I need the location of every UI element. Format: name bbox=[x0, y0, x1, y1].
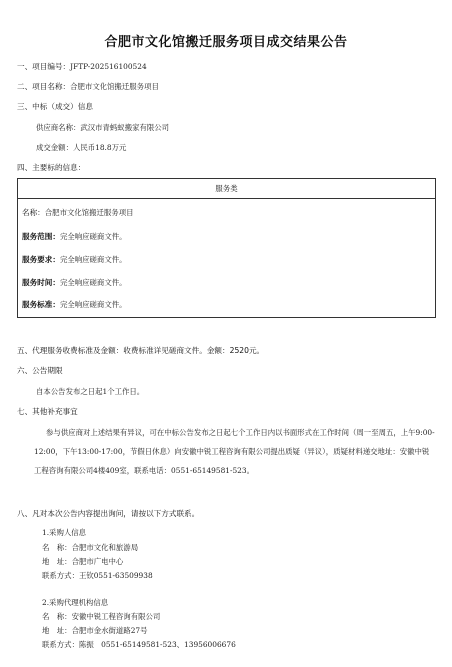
notice-period-text: 自本公告发布之日起1个工作日。 bbox=[36, 387, 145, 396]
buyer-name: 名 称：合肥市文化和旅游局 bbox=[42, 543, 139, 552]
table-row bbox=[22, 254, 127, 265]
table-row bbox=[22, 277, 127, 288]
row-label: 服务范围： bbox=[22, 232, 60, 241]
buyer-heading: 1.采购人信息 bbox=[42, 528, 87, 537]
table-row bbox=[22, 231, 127, 242]
notice-period-heading: 六、公告期限 bbox=[17, 366, 63, 375]
row-value: 完全响应磋商文件。 bbox=[59, 300, 127, 309]
project-name bbox=[17, 81, 159, 92]
agency-address: 地 址：合肥市金水街道路27号 bbox=[42, 626, 148, 635]
row-value: 完全响应磋商文件。 bbox=[59, 232, 127, 241]
project-name-label: 二、项目名称： bbox=[17, 82, 71, 91]
buyer-address: 地 址：合肥市广电中心 bbox=[42, 557, 124, 566]
row-value: 合肥市文化馆搬迁服务项目 bbox=[44, 208, 134, 217]
row-label: 服务时间： bbox=[22, 278, 60, 287]
project-number-label: 一、项目编号： bbox=[17, 62, 71, 71]
subject-heading: 四、主要标的信息： bbox=[17, 163, 86, 172]
other-matters-heading: 七、其他补充事宜 bbox=[17, 407, 78, 416]
project-number-value: JFTP-202516100524 bbox=[70, 62, 147, 71]
award-info-heading: 三、中标（成交）信息 bbox=[17, 102, 93, 111]
subject-table bbox=[17, 178, 436, 318]
buyer-contact: 联系方式：王钦0551-63509938 bbox=[42, 571, 153, 580]
award-amount: 成交金额：人民币18.8万元 bbox=[36, 143, 127, 152]
table-row bbox=[22, 207, 133, 218]
table-row bbox=[22, 299, 127, 310]
row-label: 服务标准： bbox=[22, 300, 60, 309]
project-number bbox=[17, 61, 147, 72]
row-value: 完全响应磋商文件。 bbox=[59, 278, 127, 287]
other-matters-text: 参与供应商对上述结果有异议，可在中标公告发布之日起七个工作日内以书面形式在工作时间（周一至周五，上午9:00-12:00，下午13:00-17:00，节假日休息）向安徽中锐工程咨询有限公司提出质疑（异议），质疑材料递交地址：安徽中锐工程咨询有限公司4楼409室，联系电话：0551-65149581-523。 bbox=[34, 428, 435, 475]
row-label: 名称： bbox=[22, 208, 45, 217]
agency-heading: 2.采购代理机构信息 bbox=[42, 598, 109, 607]
row-value: 完全响应磋商文件。 bbox=[59, 255, 127, 264]
agency-contact: 联系方式：陈振 0551-65149581-523、13956006676 bbox=[42, 640, 236, 649]
page-title: 合肥市文化馆搬迁服务项目成交结果公告 bbox=[104, 35, 348, 50]
contact-heading: 八、凡对本次公告内容提出询问，请按以下方式联系。 bbox=[17, 509, 200, 518]
agency-name: 名 称：安徽中锐工程咨询有限公司 bbox=[42, 612, 161, 621]
project-name-value: 合肥市文化馆搬迁服务项目 bbox=[70, 82, 159, 91]
supplier-name: 供应商名称：武汉市青蚂蚁搬家有限公司 bbox=[36, 123, 170, 132]
agency-fee: 五、代理服务收费标准及金额：收费标准详见磋商文件。金额：2520元。 bbox=[17, 346, 265, 355]
table-header: 服务类 bbox=[18, 179, 435, 199]
row-label: 服务要求： bbox=[22, 255, 60, 264]
